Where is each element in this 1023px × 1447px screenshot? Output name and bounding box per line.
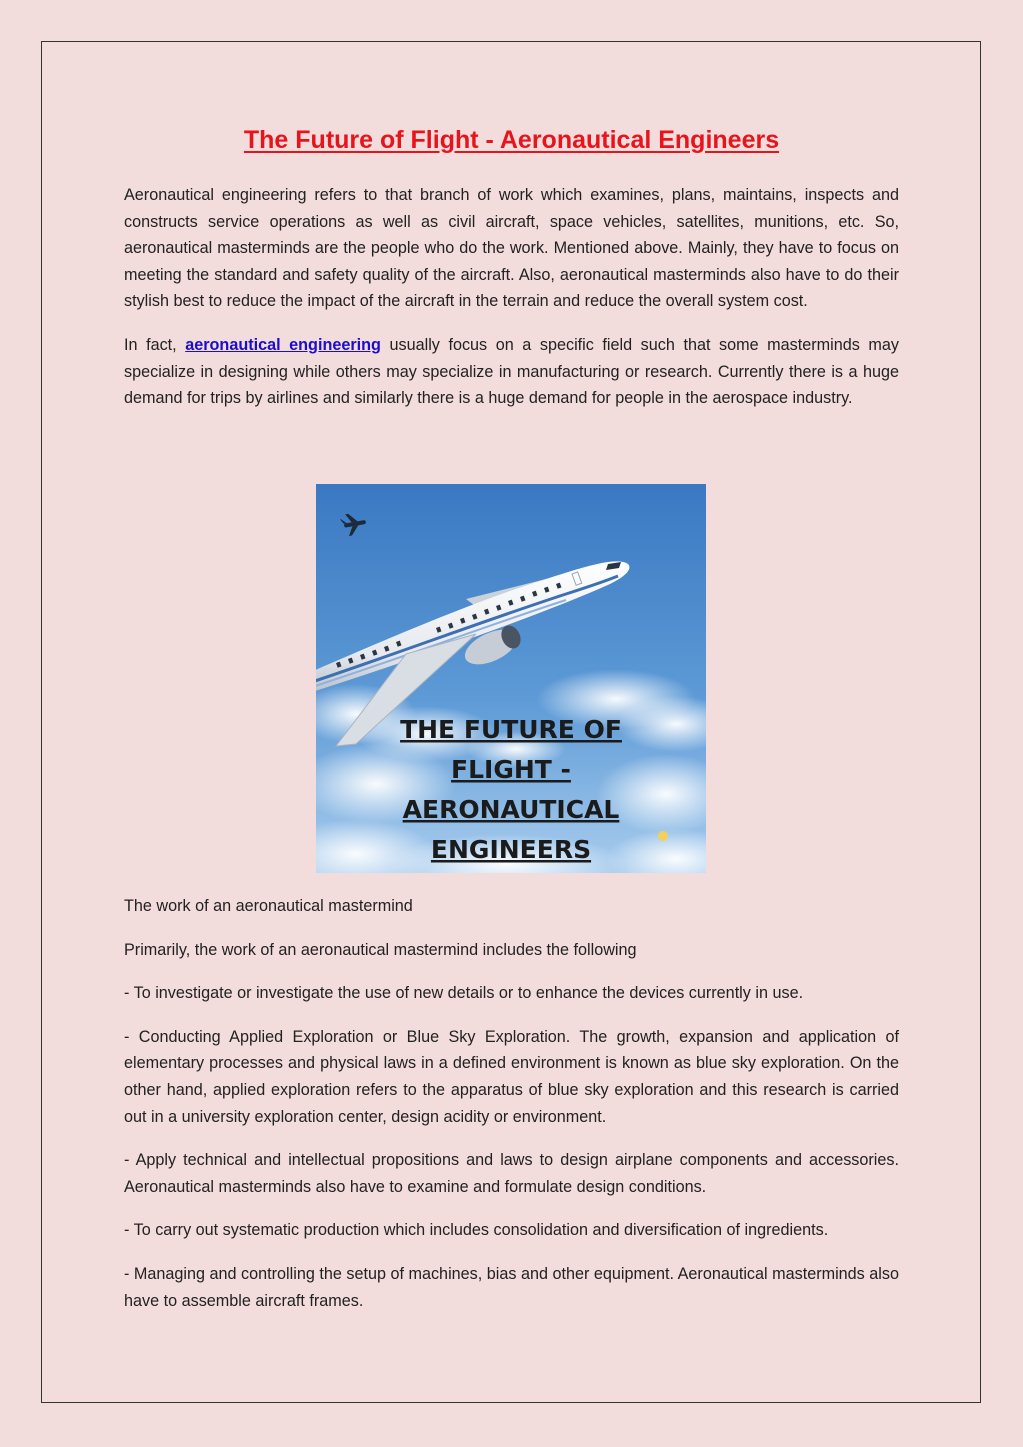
work-heading: The work of an aeronautical mastermind <box>124 897 413 915</box>
intro-paragraph-2 <box>124 332 899 412</box>
poster-line-3: AERONAUTICAL <box>402 795 620 824</box>
work-section <box>124 893 899 1331</box>
poster-line-2: FLIGHT - <box>451 755 571 784</box>
page-title: The Future of Flight - Aeronautical Engineers <box>243 126 780 154</box>
airplane-poster-image <box>316 484 706 873</box>
work-item-1: - To investigate or investigate the use of new details or to enhance the devices currently in use. <box>124 984 804 1003</box>
poster-line-1: THE FUTURE OF <box>400 715 622 744</box>
poster-line-4: ENGINEERS <box>430 835 592 864</box>
intro-text-before-link: In fact, <box>124 335 186 354</box>
hero-image <box>316 484 706 873</box>
work-item-2: - Conducting Applied Exploration or Blue Sky Exploration. The growth, expansion and application of elementary processes and physical laws in a defined environment is known as blue sky exploration. On the other hand, applied exploration refers to the apparatus of blue sky exploration and this research is carried out in a university exploration center, design acidity or environment. <box>124 1027 899 1126</box>
intro-paragraph-1: Aeronautical engineering refers to that branch of work which examines, plans, maintains, inspects and constructs service operations as well as civil aircraft, space vehicles, satellites, munitions, etc. So, aeronautical masterminds are the people who do the work. Mentioned above. Mainly, they have to focus on meeting the standard and safety quality of the aircraft. Also, aeronautical masterminds also have to do their stylish best to reduce the impact of the aircraft in the terrain and reduce the overall system cost. <box>124 186 899 311</box>
intro-text-after-link: usually focus on a specific field such that some masterminds may specialize in designing while others may specialize in manufacturing or research. Currently there is a huge demand for trips by airlines and similarly there is a huge demand for people in the aerospace industry. <box>124 335 899 408</box>
work-intro: Primarily, the work of an aeronautical mastermind includes the following <box>124 940 637 959</box>
work-item-3: - Apply technical and intellectual propositions and laws to design airplane components and accessories. Aeronautical masterminds also have to examine and formulate design conditions. <box>124 1151 899 1196</box>
sun-spot <box>658 831 668 841</box>
work-item-5: - Managing and controlling the setup of machines, bias and other equipment. Aeronautical masterminds also have to assemble aircraft frames. <box>124 1264 899 1310</box>
work-item-4: - To carry out systematic production which includes consolidation and diversification of ingredients. <box>124 1221 829 1240</box>
intro-section <box>124 182 899 429</box>
aeronautical-engineering-link[interactable]: aeronautical engineering <box>185 335 381 354</box>
